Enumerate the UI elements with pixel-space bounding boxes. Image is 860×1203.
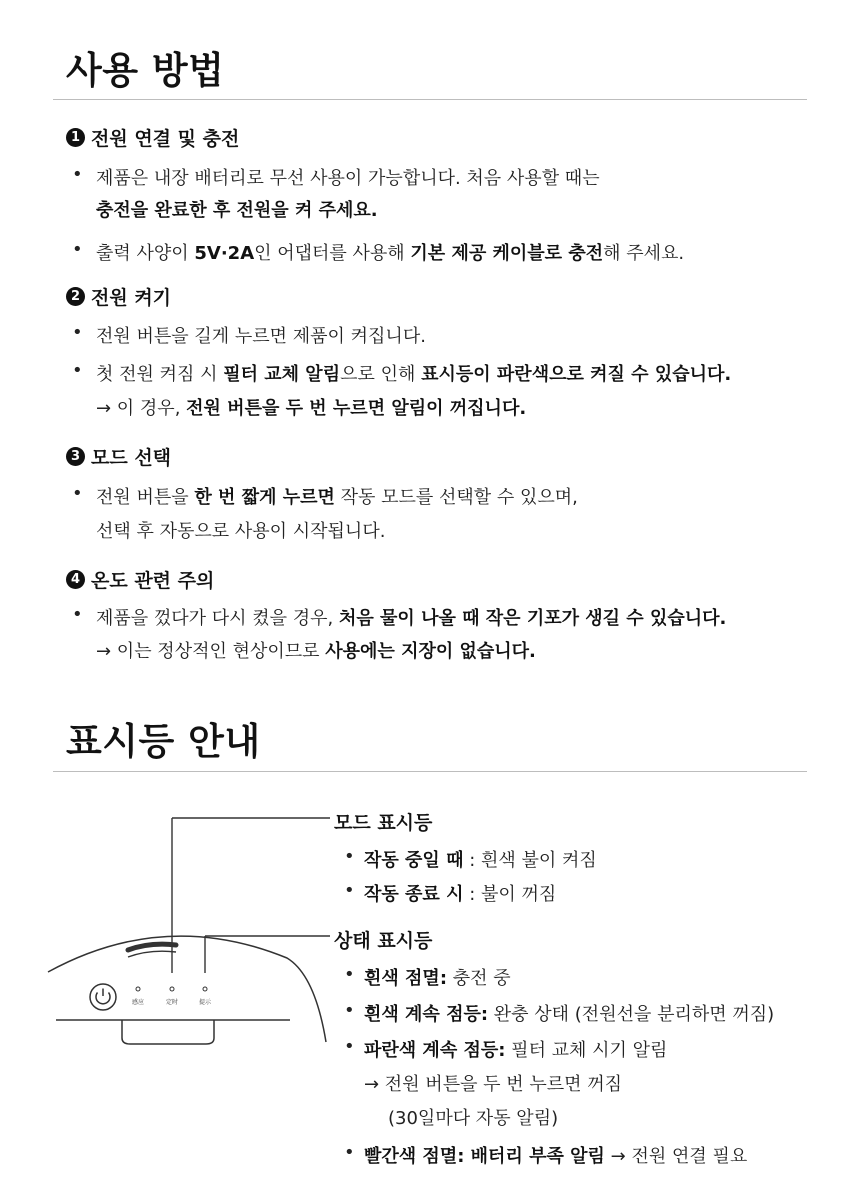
bullet-dot: • (72, 322, 83, 343)
bullet-dot: • (72, 604, 83, 625)
status-item-1: 흰색 점멸: 충전 중 (364, 968, 511, 989)
bullet-dot: • (344, 846, 355, 867)
section2-line3: → 이 경우, 전원 버튼을 두 번 누르면 알림이 꺼집니다. (96, 398, 527, 419)
device-handle (128, 944, 176, 950)
mode-item-1: 작동 중일 때 : 흰색 불이 켜짐 (364, 850, 597, 871)
indicator-dot (203, 987, 207, 991)
device-label-alert: 提示 (198, 999, 212, 1006)
section3-line2: 선택 후 자동으로 사용이 시작됩니다. (96, 521, 386, 542)
bullet-dot: • (72, 239, 83, 260)
number-badge: 2 (66, 287, 85, 306)
section1-line1: 제품은 내장 배터리로 무선 사용이 가능합니다. 처음 사용할 때는 (96, 168, 600, 189)
number-badge: 3 (66, 447, 85, 466)
status-item-3: 파란색 계속 점등: 필터 교체 시기 알림 (364, 1040, 668, 1061)
bullet-dot: • (72, 164, 83, 185)
mode-indicator-label: 모드 표시등 (334, 812, 433, 834)
indicator-dot (170, 987, 174, 991)
indicator-dot (136, 987, 140, 991)
bullet-dot: • (344, 880, 355, 901)
section1-line3: 출력 사양이 5V·2A인 어댑터를 사용해 기본 제공 케이블로 충전해 주세요. (96, 243, 685, 264)
bullet-dot: • (72, 483, 83, 504)
bullet-dot: • (344, 1142, 355, 1163)
number-badge: 1 (66, 128, 85, 147)
section2-line1: 전원 버튼을 길게 누르면 제품이 켜집니다. (96, 326, 426, 347)
status-item-4: 빨간색 점멸: 배터리 부족 알림 → 전원 연결 필요 (364, 1146, 748, 1167)
status-item-3-note: → 전원 버튼을 두 번 누르면 꺼짐 (364, 1074, 623, 1095)
status-indicator-label: 상태 표시등 (334, 930, 433, 952)
device-body-outline (48, 936, 326, 1042)
device-label-sense: 感应 (131, 999, 145, 1006)
bullet-dot: • (344, 964, 355, 985)
bullet-dot: • (344, 1036, 355, 1057)
device-illustration (0, 780, 340, 1090)
device-base (122, 1020, 214, 1044)
section3-line1: 전원 버튼을 한 번 짧게 누르면 작동 모드를 선택할 수 있으며, (96, 487, 578, 508)
bullet-dot: • (344, 1000, 355, 1021)
status-item-3-auto-note: (30일마다 자동 알림) (388, 1108, 559, 1129)
indicator-divider (53, 771, 807, 772)
section-title: 모드 선택 (91, 447, 172, 469)
section4-line2: → 이는 정상적인 현상이므로 사용에는 지장이 없습니다. (96, 641, 536, 662)
number-badge: 4 (66, 570, 85, 589)
section-mode-select-heading (66, 443, 171, 470)
mode-item-2: 작동 종료 시 : 불이 꺼짐 (364, 884, 557, 905)
section-power-charge-heading (66, 124, 239, 151)
bullet-dot: • (72, 360, 83, 381)
section-temperature-heading (66, 566, 214, 593)
status-item-2: 흰색 계속 점등: 완충 상태 (전원선을 분리하면 꺼짐) (364, 1004, 775, 1025)
device-label-timer: 定时 (165, 999, 179, 1006)
section-title: 온도 관련 주의 (91, 570, 215, 592)
section4-line1: 제품을 껐다가 다시 켰을 경우, 처음 물이 나올 때 작은 기포가 생길 수 있습니다. (96, 608, 727, 629)
power-button-icon (90, 984, 116, 1010)
section-title: 전원 연결 및 충전 (91, 128, 240, 150)
usage-divider (53, 99, 807, 100)
usage-title: 사용 방법 (66, 49, 225, 92)
section2-line2: 첫 전원 켜짐 시 필터 교체 알림으로 인해 표시등이 파란색으로 켜질 수 있습니다. (96, 364, 732, 385)
section-title: 전원 켜기 (91, 287, 172, 309)
indicator-title: 표시등 안내 (66, 720, 261, 763)
section1-line2: 충전을 완료한 후 전원을 켜 주세요. (96, 200, 378, 221)
section-power-on-heading (66, 283, 171, 310)
